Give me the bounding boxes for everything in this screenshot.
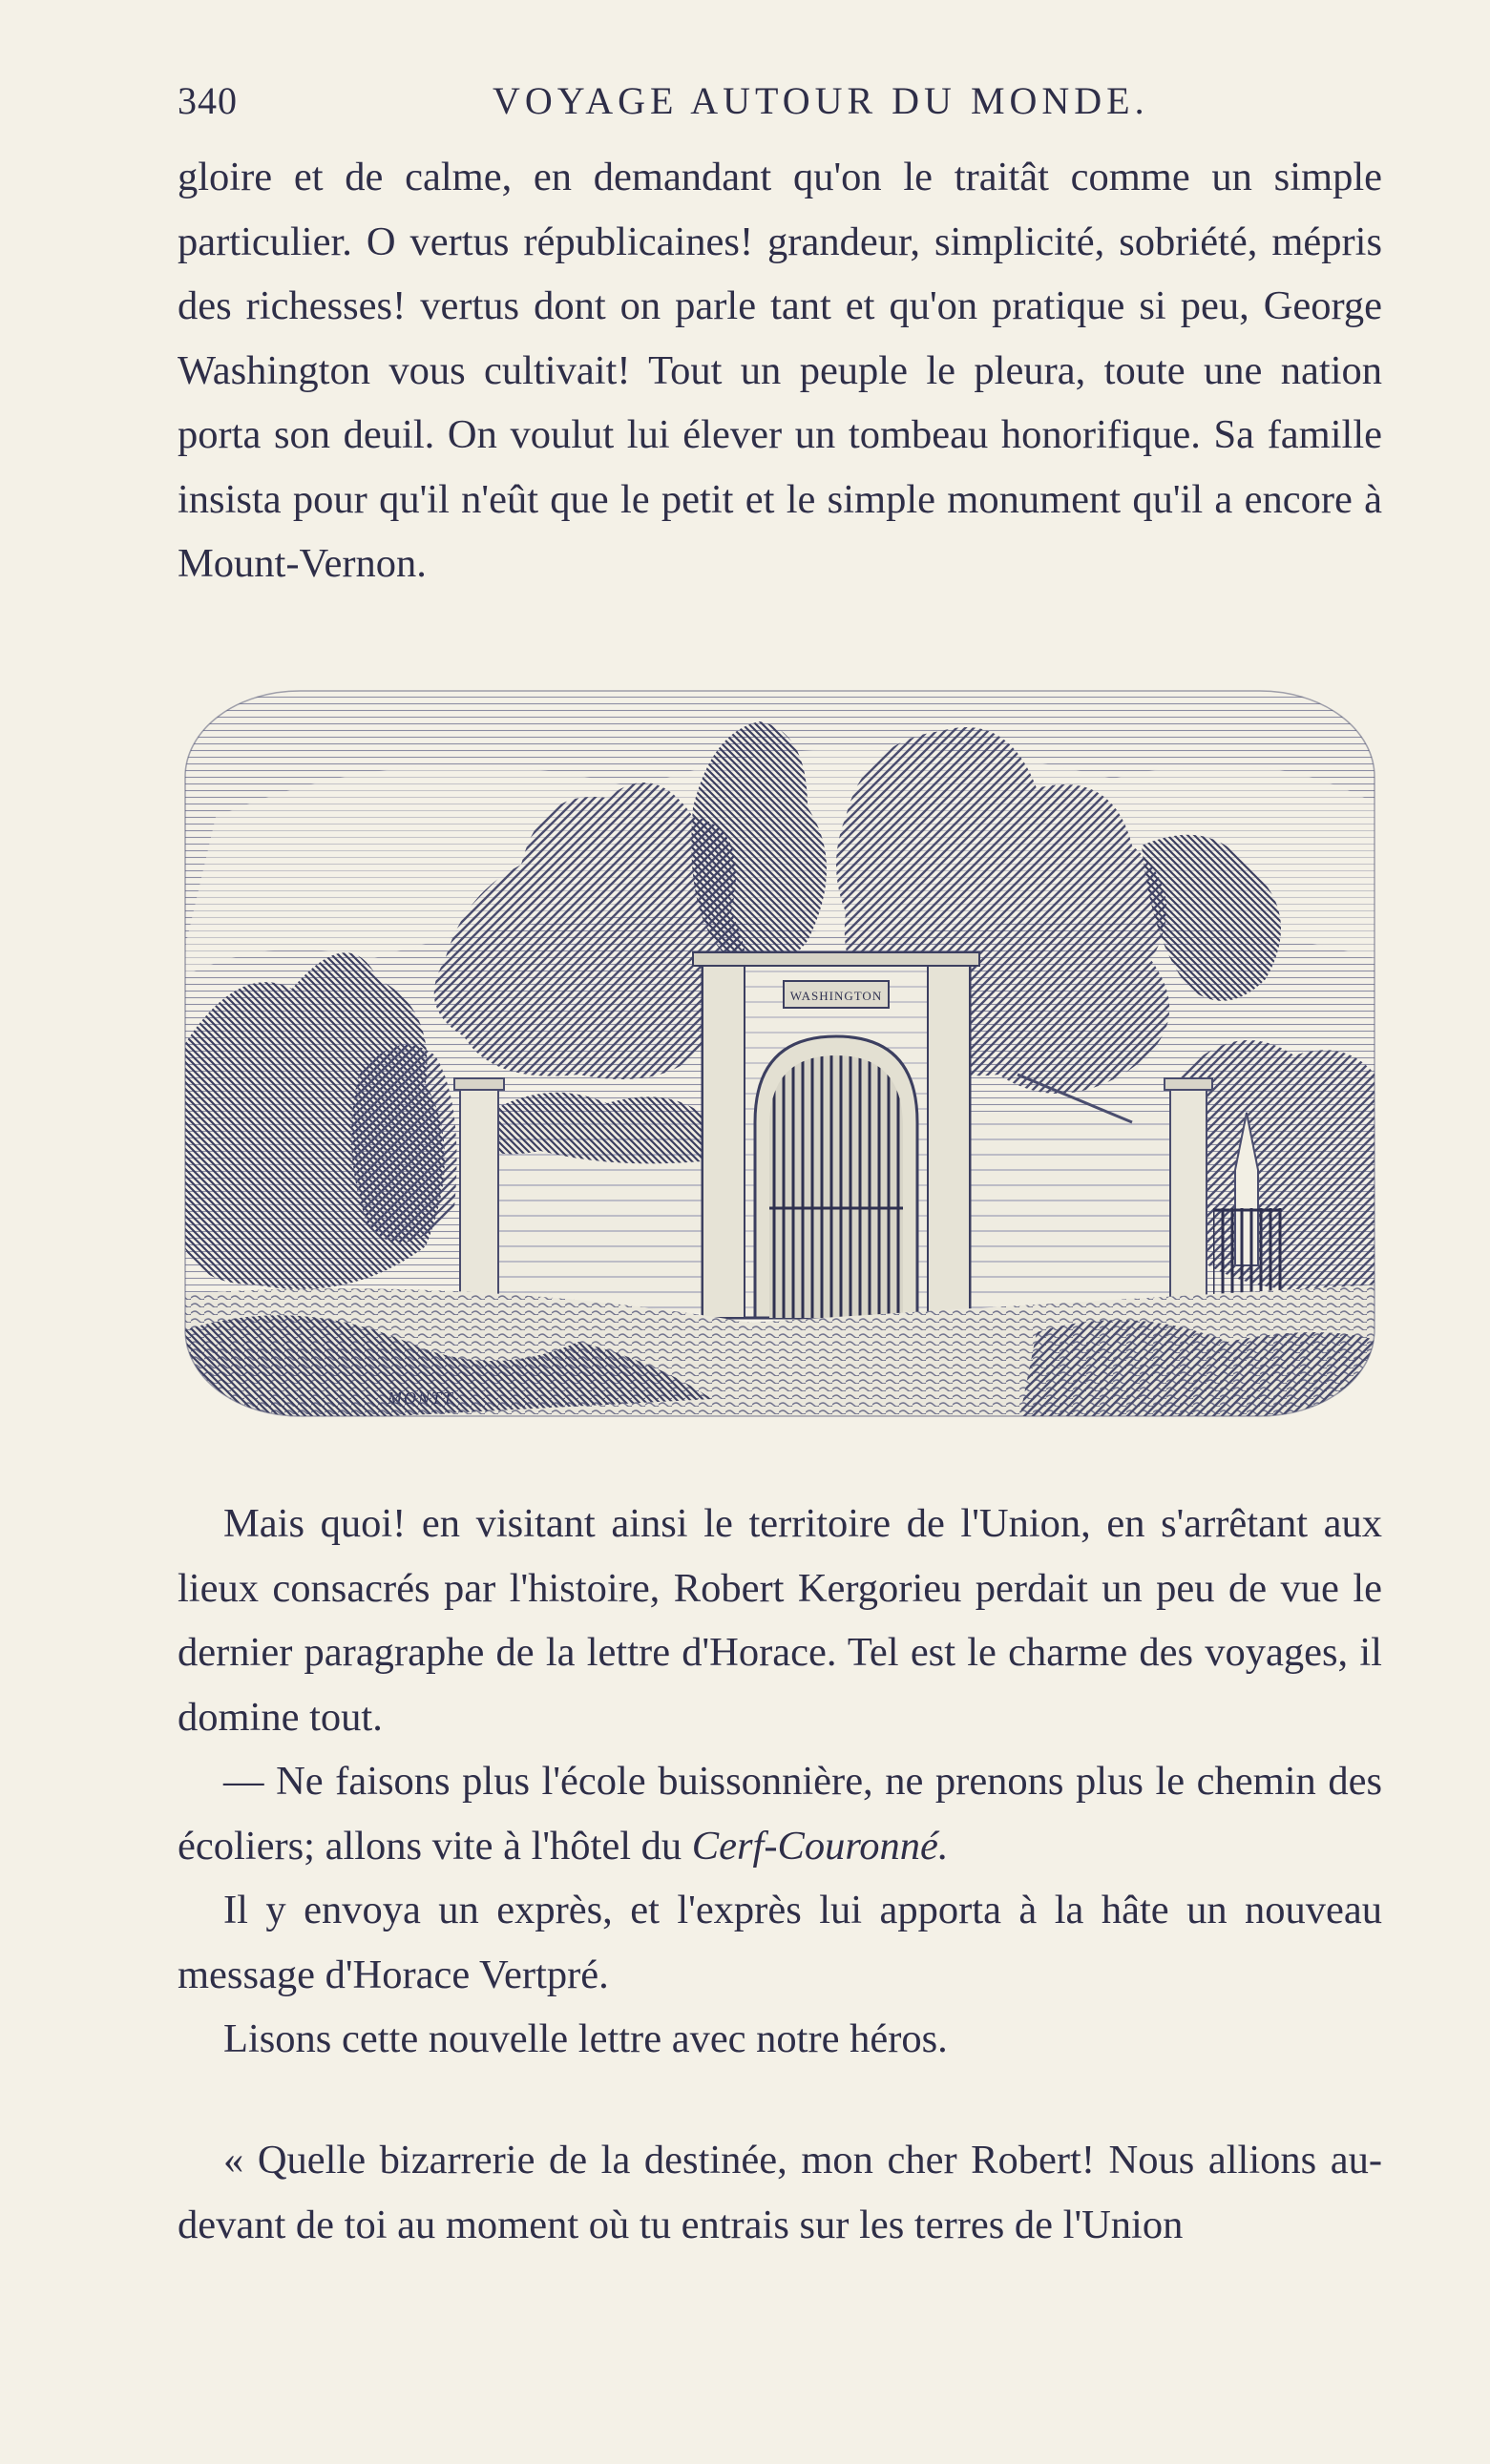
- plaque-inscription: WASHINGTON: [789, 989, 883, 1003]
- dialogue-text: — Ne faisons plus l'école buissonnière, ne prenons plus le chemin des écoliers; allons vite à l'hôtel du: [178, 1759, 1382, 1869]
- letter-opening: « Quelle bizarrerie de la destinée, mon cher Robert! Nous allions au-devant de toi au moment où tu entrais sur les terres de l'Union: [178, 2138, 1382, 2247]
- dialogue-paragraph: [178, 1749, 1382, 1878]
- engraver-signature: MONTT: [388, 1389, 455, 1408]
- tomb-engraving: [178, 674, 1382, 1428]
- paragraph: Lisons cette nouvelle lettre avec notre héros.: [223, 2016, 948, 2061]
- running-title: VOYAGE AUTOUR DU MONDE.: [493, 79, 1149, 122]
- text-block-bottom: [178, 1492, 1382, 2072]
- paragraph: Mais quoi! en visitant ainsi le territoire de l'Union, en s'arrêtant aux lieux consacrés par l'histoire, Robert Kergorieu perdait un peu de vue le dernier paragraphe de la lettre d'Horace. Tel est le charme des voyages, il domine tout.: [178, 1501, 1382, 1740]
- hotel-name: Cerf-Couronné.: [691, 1823, 949, 1869]
- running-head: [178, 78, 1382, 126]
- text-block-top: [178, 145, 1382, 596]
- paragraph: gloire et de calme, en demandant qu'on le traitât comme un simple particulier. O vertus républicaines! grandeur, simplicité, sobriété, mépris des richesses! vertus dont on parle tant et qu'on pratique si peu, George Washington vous cultivait! Tout un peuple le pleura, toute une nation porta son deuil. On voulut lui élever un tombeau honorifique. Sa famille insista pour qu'il n'eût que le petit et le simple monument qu'il a encore à Mount-Vernon.: [178, 155, 1382, 586]
- text-block-letter: [178, 2128, 1382, 2257]
- paragraph: Il y envoya un exprès, et l'exprès lui apporta à la hâte un nouveau message d'Horace Vertpré.: [178, 1888, 1382, 1997]
- page-number: 340: [178, 79, 238, 122]
- engraving-illustration: [178, 674, 1382, 1428]
